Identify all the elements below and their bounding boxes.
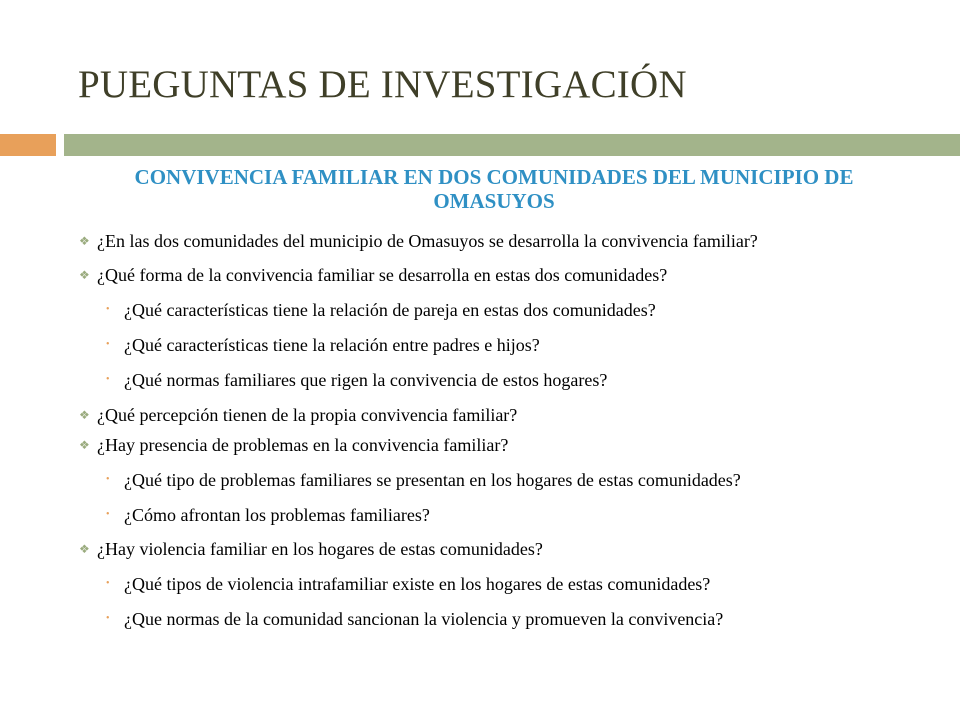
dot-bullet-icon: • xyxy=(106,613,110,624)
list-item xyxy=(76,230,926,253)
slide-title: PUEGUNTAS DE INVESTIGACIÓN xyxy=(78,63,687,106)
list-item-text: ¿Qué características tiene la relación entre padres e hijos? xyxy=(124,335,540,355)
list-subitem xyxy=(76,608,926,631)
list-item-text: ¿Qué normas familiares que rigen la convivencia de estos hogares? xyxy=(124,370,608,390)
list-subitem xyxy=(76,299,926,322)
dot-bullet-icon: • xyxy=(106,474,110,485)
list-item-text: ¿Cómo afrontan los problemas familiares? xyxy=(124,505,430,525)
list-item-text: ¿Que normas de la comunidad sancionan la violencia y promueven la convivencia? xyxy=(124,609,724,629)
list-item xyxy=(76,434,926,457)
list-item-text: ¿Qué tipo de problemas familiares se presentan en los hogares de estas comunidades? xyxy=(124,470,741,490)
list-subitem xyxy=(76,469,926,492)
list-item xyxy=(76,538,926,561)
accent-bar-orange xyxy=(0,134,56,156)
list-item-text: ¿Hay presencia de problemas en la convivencia familiar? xyxy=(97,435,509,455)
diamond-bullet-icon: ❖ xyxy=(79,408,90,422)
diamond-bullet-icon: ❖ xyxy=(79,542,90,556)
list-item-text: ¿Qué tipos de violencia intrafamiliar existe en los hogares de estas comunidades? xyxy=(124,574,711,594)
list-item-text: ¿Qué características tiene la relación de pareja en estas dos comunidades? xyxy=(124,300,656,320)
list-subitem xyxy=(76,504,926,527)
list-subitem xyxy=(76,573,926,596)
list-item-text: ¿Qué percepción tienen de la propia convivencia familiar? xyxy=(97,405,518,425)
accent-bar-green xyxy=(64,134,960,156)
list-subitem xyxy=(76,334,926,357)
diamond-bullet-icon: ❖ xyxy=(79,234,90,248)
list-item-text: ¿En las dos comunidades del municipio de Omasuyos se desarrolla la convivencia familiar? xyxy=(97,231,758,251)
dot-bullet-icon: • xyxy=(106,339,110,350)
diamond-bullet-icon: ❖ xyxy=(79,268,90,282)
list-subitem xyxy=(76,369,926,392)
dot-bullet-icon: • xyxy=(106,374,110,385)
list-item-text: ¿Hay violencia familiar en los hogares de estas comunidades? xyxy=(97,539,543,559)
dot-bullet-icon: • xyxy=(106,578,110,589)
dot-bullet-icon: • xyxy=(106,509,110,520)
list-item xyxy=(76,404,926,427)
diamond-bullet-icon: ❖ xyxy=(79,438,90,452)
question-list xyxy=(76,230,926,631)
list-item-text: ¿Qué forma de la convivencia familiar se desarrolla en estas dos comunidades? xyxy=(97,265,668,285)
slide-subtitle: CONVIVENCIA FAMILIAR EN DOS COMUNIDADES DEL MUNICIPIO DE OMASUYOS xyxy=(134,165,854,213)
dot-bullet-icon: • xyxy=(106,304,110,315)
list-item xyxy=(76,264,926,287)
